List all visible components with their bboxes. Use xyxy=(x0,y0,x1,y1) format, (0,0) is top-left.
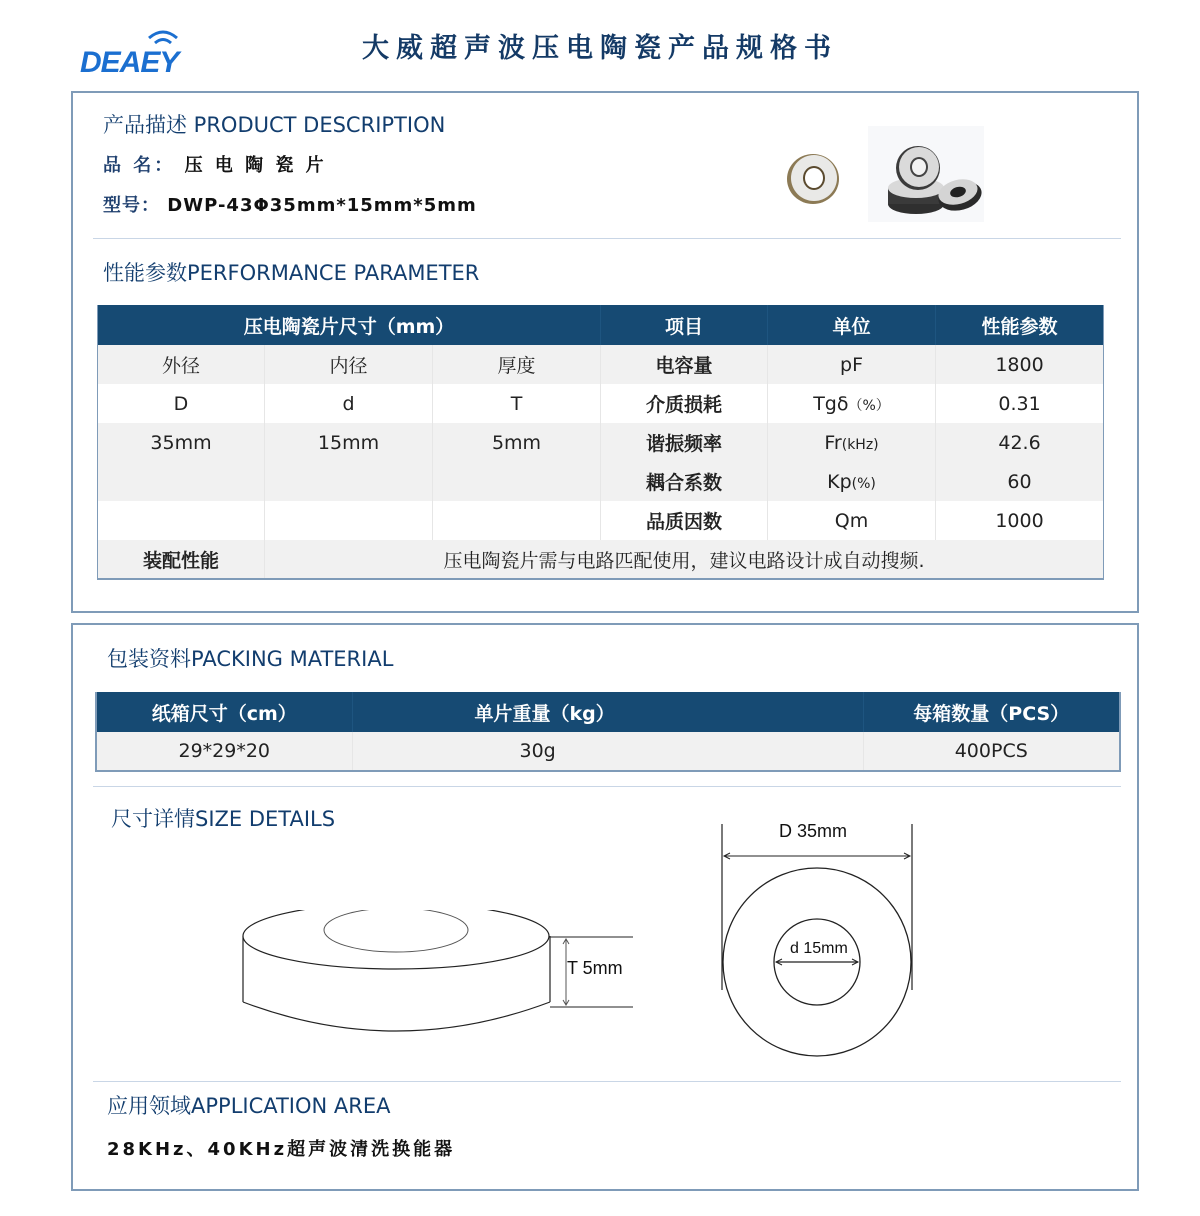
cell-unit: Fr(kHz) xyxy=(768,423,936,462)
cell-item: 介质损耗 xyxy=(601,384,768,423)
performance-table xyxy=(97,305,1104,580)
cell-unit: Tgδ（%） xyxy=(768,384,936,423)
product-name-row xyxy=(103,151,327,177)
assembly-value: 压电陶瓷片需与电路匹配使用，建议电路设计成自动搜频. xyxy=(265,540,1104,579)
cell xyxy=(98,501,265,540)
table-row xyxy=(98,384,1104,423)
product-name-value: 压 电 陶 瓷 片 xyxy=(184,155,327,176)
cell-value: 1800 xyxy=(936,345,1104,384)
application-title: 应用领域APPLICATION AREA xyxy=(107,1094,391,1118)
packing-title: 包装资料PACKING MATERIAL xyxy=(107,647,394,671)
cell: 外径 xyxy=(98,345,265,384)
section-divider xyxy=(93,238,1121,239)
section-divider xyxy=(93,1081,1121,1082)
cell: d xyxy=(265,384,433,423)
logo-text: DEAEY xyxy=(80,46,179,79)
cell-unit: Kp(%) xyxy=(768,462,936,501)
assembly-label: 装配性能 xyxy=(98,540,265,579)
inner-diameter-label: d 15mm xyxy=(790,940,848,957)
table-row xyxy=(98,501,1104,540)
header-unit: 单位 xyxy=(768,305,936,345)
cell-value: 60 xyxy=(936,462,1104,501)
cell-value: 1000 xyxy=(936,501,1104,540)
disc-side-view-drawing xyxy=(233,910,653,1060)
header-value: 性能参数 xyxy=(936,305,1104,345)
model-row xyxy=(103,191,477,217)
cell: 35mm xyxy=(98,423,265,462)
ceramic-disc-photo xyxy=(785,150,841,206)
product-spec-panel xyxy=(71,91,1139,613)
cell xyxy=(98,462,265,501)
product-description-title: 产品描述 PRODUCT DESCRIPTION xyxy=(103,113,446,137)
application-text: 28KHz、40KHz超声波清洗换能器 xyxy=(107,1139,456,1160)
model-value: DWP-43Φ35mm*15mm*5mm xyxy=(167,195,477,216)
packing-size-panel xyxy=(71,623,1139,1191)
cell: 厚度 xyxy=(433,345,601,384)
section-divider xyxy=(93,786,1121,787)
cell-item: 电容量 xyxy=(601,345,768,384)
cell-unit: pF xyxy=(768,345,936,384)
header-item: 项目 xyxy=(601,305,768,345)
cell: 内径 xyxy=(265,345,433,384)
qty-per-box-value: 400PCS xyxy=(863,732,1120,771)
performance-title: 性能参数PERFORMANCE PARAMETER xyxy=(103,261,480,285)
cell-item: 谐振频率 xyxy=(601,423,768,462)
cell: D xyxy=(98,384,265,423)
cell: 5mm xyxy=(433,423,601,462)
carton-size-value: 29*29*20 xyxy=(96,732,352,771)
model-label: 型号： xyxy=(103,195,160,216)
table-row xyxy=(96,732,1120,771)
packing-table xyxy=(95,692,1121,772)
cell-item: 耦合系数 xyxy=(601,462,768,501)
cell-unit: Qm xyxy=(768,501,936,540)
header-qty-per-box: 每箱数量（PCS） xyxy=(863,692,1120,732)
cell-value: 42.6 xyxy=(936,423,1104,462)
product-name-label: 品 名： xyxy=(103,155,176,176)
header-dimensions: 压电陶瓷片尺寸（mm） xyxy=(98,305,601,345)
cell xyxy=(265,462,433,501)
unit-weight-value: 30g xyxy=(352,732,863,771)
header-carton-size: 纸箱尺寸（cm） xyxy=(96,692,352,732)
table-row xyxy=(98,423,1104,462)
cell xyxy=(433,501,601,540)
cell xyxy=(433,462,601,501)
document-title: 大威超声波压电陶瓷产品规格书 xyxy=(362,33,838,64)
cell: T xyxy=(433,384,601,423)
table-row xyxy=(98,462,1104,501)
size-details-title: 尺寸详情SIZE DETAILS xyxy=(111,807,336,831)
table-row xyxy=(98,345,1104,384)
table-header-row xyxy=(96,692,1120,732)
cell-value: 0.31 xyxy=(936,384,1104,423)
cell-item: 品质因数 xyxy=(601,501,768,540)
table-header-row xyxy=(98,305,1104,345)
assembly-row xyxy=(98,540,1104,579)
header-unit-weight: 单片重量（kg） xyxy=(352,692,863,732)
thickness-label: T 5mm xyxy=(567,958,623,978)
brand-logo xyxy=(80,28,220,78)
cell: 15mm xyxy=(265,423,433,462)
ceramic-disc-stack-photo xyxy=(868,126,984,222)
cell xyxy=(265,501,433,540)
outer-diameter-label: D 35mm xyxy=(779,821,848,841)
